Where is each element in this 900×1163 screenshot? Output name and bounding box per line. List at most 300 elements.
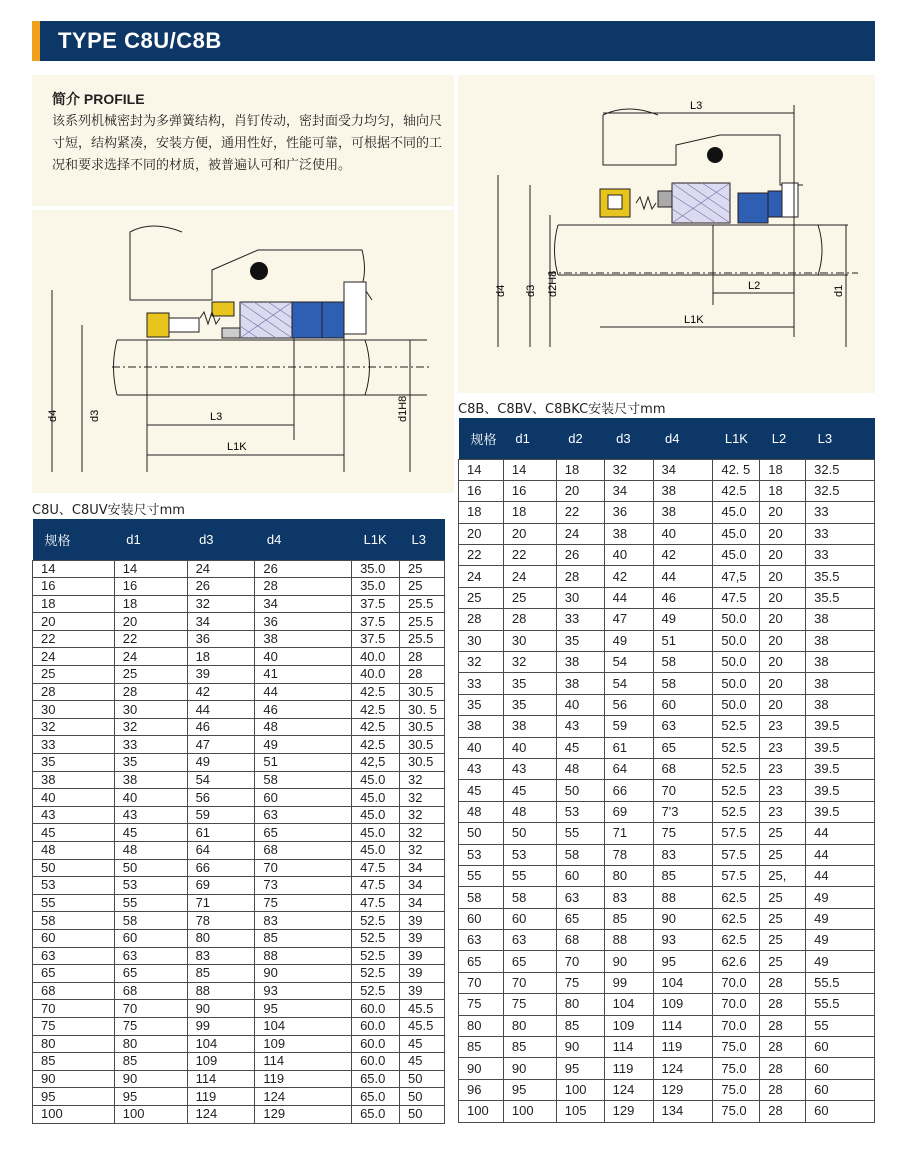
table-row: [33, 666, 445, 684]
table-cell: 25: [760, 823, 806, 844]
table-cell: 65: [114, 965, 187, 983]
table-cell: 32: [459, 652, 504, 673]
table-cell: 32: [604, 459, 653, 480]
table-cell: 37.5: [352, 595, 400, 613]
table-cell: 85: [653, 865, 713, 886]
table-cell: 39.5: [806, 801, 875, 822]
table-cell: 83: [255, 912, 352, 930]
table-cell: 35: [503, 673, 556, 694]
table-cell: 52.5: [352, 947, 400, 965]
table-cell: 39: [400, 965, 445, 983]
table-cell: 65: [556, 908, 604, 929]
table-cell: 65.0: [352, 1088, 400, 1106]
table-cell: 50: [33, 859, 115, 877]
table-row: [33, 578, 445, 596]
table-cell: 25: [503, 587, 556, 608]
table-cell: 42.5: [352, 718, 400, 736]
table-cell: 119: [653, 1037, 713, 1058]
table-cell: 38: [556, 673, 604, 694]
table-cell: 114: [255, 1053, 352, 1071]
table-row: [459, 823, 875, 844]
table-cell: 28: [760, 1015, 806, 1036]
table-cell: 70: [653, 780, 713, 801]
c8u-l1k-label: L1K: [227, 441, 247, 453]
table-cell: 45.0: [352, 842, 400, 860]
table-cell: 80: [187, 929, 255, 947]
column-header: d1: [114, 519, 187, 560]
table-row: [459, 930, 875, 951]
table-cell: 68: [255, 842, 352, 860]
table-row: [459, 716, 875, 737]
table-cell: 20: [760, 523, 806, 544]
table-cell: 50.0: [713, 694, 760, 715]
table-cell: 44: [806, 823, 875, 844]
table-cell: 38: [653, 502, 713, 523]
table-cell: 90: [114, 1070, 187, 1088]
table-cell: 47.5: [352, 859, 400, 877]
table-row: [459, 630, 875, 651]
table-cell: 55: [114, 894, 187, 912]
table-cell: 45.0: [713, 545, 760, 566]
table-cell: 28: [760, 994, 806, 1015]
table-cell: 30.5: [400, 683, 445, 701]
table-row: [33, 806, 445, 824]
table-cell: 36: [187, 630, 255, 648]
table-cell: 70.0: [713, 1015, 760, 1036]
table-cell: 20: [760, 545, 806, 566]
table-cell: 62.6: [713, 951, 760, 972]
table-cell: 63: [114, 947, 187, 965]
table-cell: 50.0: [713, 609, 760, 630]
table-cell: 55: [806, 1015, 875, 1036]
table-cell: 24: [114, 648, 187, 666]
table-cell: 75: [114, 1017, 187, 1035]
table-cell: 33: [806, 502, 875, 523]
table-cell: 75.0: [713, 1101, 760, 1122]
table-cell: 28: [459, 609, 504, 630]
table-cell: 42.5: [352, 683, 400, 701]
table-cell: 60: [114, 929, 187, 947]
table-cell: 45.5: [400, 1017, 445, 1035]
table-cell: 88: [604, 930, 653, 951]
table-cell: 53: [33, 877, 115, 895]
table-cell: 63: [33, 947, 115, 965]
table-cell: 28: [503, 609, 556, 630]
table-row: [33, 613, 445, 631]
table-row: [459, 1058, 875, 1079]
table-cell: 52.5: [352, 982, 400, 1000]
table-cell: 33: [33, 736, 115, 754]
table-cell: 65: [33, 965, 115, 983]
table-cell: 124: [604, 1079, 653, 1100]
table-cell: 28: [760, 1079, 806, 1100]
table-cell: 75: [556, 972, 604, 993]
table-cell: 60: [33, 929, 115, 947]
table-cell: 45.0: [713, 523, 760, 544]
table-cell: 22: [503, 545, 556, 566]
c8b-drawing: [458, 75, 875, 393]
column-header: d1: [503, 418, 556, 459]
table-cell: 48: [255, 718, 352, 736]
table-cell: 104: [653, 972, 713, 993]
table-cell: 30.5: [400, 754, 445, 772]
table-cell: 49: [806, 930, 875, 951]
table-cell: 14: [114, 560, 187, 578]
table-cell: 42.5: [352, 736, 400, 754]
table-cell: 63: [653, 716, 713, 737]
table-cell: 48: [33, 842, 115, 860]
table-cell: 44: [604, 587, 653, 608]
table-cell: 50: [400, 1070, 445, 1088]
table-cell: 38: [806, 652, 875, 673]
c8b-d3-label: d3: [525, 284, 537, 297]
column-header: d4: [653, 418, 713, 459]
table-cell: 14: [503, 459, 556, 480]
table-cell: 39: [400, 912, 445, 930]
table-cell: 49: [806, 951, 875, 972]
table-cell: 32: [114, 718, 187, 736]
table-cell: 80: [33, 1035, 115, 1053]
table-cell: 39: [400, 947, 445, 965]
c8b-table-body: [459, 459, 875, 1122]
table-cell: 47: [187, 736, 255, 754]
table-row: [33, 1035, 445, 1053]
c8u-d3-label: d3: [89, 409, 101, 422]
table-cell: 30: [33, 701, 115, 719]
table-cell: 35: [503, 694, 556, 715]
table-cell: 14: [33, 560, 115, 578]
table-cell: 22: [459, 545, 504, 566]
table-cell: 45: [114, 824, 187, 842]
table-cell: 35: [114, 754, 187, 772]
table-cell: 95: [503, 1079, 556, 1100]
table-cell: 58: [503, 887, 556, 908]
table-cell: 109: [604, 1015, 653, 1036]
table-cell: 38: [653, 480, 713, 501]
table-row: [459, 972, 875, 993]
table-row: [33, 595, 445, 613]
table-cell: 38: [459, 716, 504, 737]
table-cell: 85: [33, 1053, 115, 1071]
table-cell: 53: [459, 844, 504, 865]
table-cell: 64: [604, 758, 653, 779]
table-cell: 30: [503, 630, 556, 651]
table-row: [33, 1088, 445, 1106]
table-cell: 40: [556, 694, 604, 715]
table-row: [459, 1015, 875, 1036]
table-cell: 109: [187, 1053, 255, 1071]
table-cell: 47.5: [713, 587, 760, 608]
table-cell: 57.5: [713, 823, 760, 844]
table-cell: 85: [556, 1015, 604, 1036]
c8b-table: [458, 418, 875, 1123]
table-cell: 20: [760, 609, 806, 630]
table-cell: 18: [556, 459, 604, 480]
table-cell: 38: [556, 652, 604, 673]
table-cell: 38: [503, 716, 556, 737]
table-row: [459, 780, 875, 801]
table-cell: 33: [806, 523, 875, 544]
table-cell: 59: [187, 806, 255, 824]
table-cell: 80: [503, 1015, 556, 1036]
column-header: d3: [187, 519, 255, 560]
table-cell: 20: [760, 587, 806, 608]
table-cell: 75: [653, 823, 713, 844]
table-cell: 35: [459, 694, 504, 715]
table-cell: 55: [556, 823, 604, 844]
table-cell: 105: [556, 1101, 604, 1122]
table-cell: 16: [459, 480, 504, 501]
table-cell: 35: [33, 754, 115, 772]
table-row: [33, 1017, 445, 1035]
table-cell: 52.5: [352, 912, 400, 930]
table-row: [459, 758, 875, 779]
table-cell: 45: [556, 737, 604, 758]
table-cell: 55.5: [806, 972, 875, 993]
table-cell: 65: [503, 951, 556, 972]
table-cell: 114: [653, 1015, 713, 1036]
table-cell: 90: [503, 1058, 556, 1079]
table-cell: 50.0: [713, 652, 760, 673]
title-banner: [32, 21, 875, 61]
table-cell: 70: [556, 951, 604, 972]
table-cell: 90: [255, 965, 352, 983]
table-cell: 63: [556, 887, 604, 908]
table-cell: 34: [400, 859, 445, 877]
table-cell: 46: [255, 701, 352, 719]
table-cell: 54: [604, 652, 653, 673]
table-cell: 38: [604, 523, 653, 544]
table-cell: 55: [503, 865, 556, 886]
table-cell: 35.0: [352, 578, 400, 596]
table-cell: 28: [556, 566, 604, 587]
table-cell: 70: [255, 859, 352, 877]
table-cell: 57.5: [713, 844, 760, 865]
table-cell: 28: [114, 683, 187, 701]
table-cell: 28: [400, 666, 445, 684]
table-cell: 52.5: [713, 716, 760, 737]
table-cell: 32: [400, 842, 445, 860]
table-cell: 93: [255, 982, 352, 1000]
table-cell: 25: [33, 666, 115, 684]
table-row: [33, 736, 445, 754]
table-cell: 63: [503, 930, 556, 951]
table-cell: 18: [33, 595, 115, 613]
table-cell: 104: [255, 1017, 352, 1035]
table-cell: 24: [556, 523, 604, 544]
table-cell: 28: [760, 1037, 806, 1058]
table-cell: 134: [653, 1101, 713, 1122]
table-cell: 20: [760, 566, 806, 587]
table-cell: 68: [556, 930, 604, 951]
table-cell: 109: [653, 994, 713, 1015]
table-row: [459, 737, 875, 758]
table-cell: 7'3: [653, 801, 713, 822]
c8b-d2h8-label: d2H8: [547, 270, 559, 297]
table-cell: 43: [33, 806, 115, 824]
table-cell: 50: [556, 780, 604, 801]
table-cell: 32: [187, 595, 255, 613]
table-cell: 34: [400, 894, 445, 912]
table-cell: 119: [604, 1058, 653, 1079]
c8u-d1h8-label: d1H8: [397, 395, 409, 422]
table-cell: 70: [33, 1000, 115, 1018]
table-cell: 50: [400, 1088, 445, 1106]
table-cell: 40.0: [352, 648, 400, 666]
table-cell: 100: [33, 1105, 115, 1123]
table-cell: 66: [604, 780, 653, 801]
table-row: [459, 502, 875, 523]
table-cell: 66: [187, 859, 255, 877]
profile-text: 该系列机械密封为多弹簧结构，肖钉传动，密封面受力均匀，轴向尺寸短，结构紧凑，安装方便，通用性好，性能可靠，可根据不同的工况和要求选择不同的材质，被普遍认可和广泛使用。: [52, 114, 443, 173]
table-cell: 62.5: [713, 887, 760, 908]
table-cell: 51: [653, 630, 713, 651]
table-row: [33, 683, 445, 701]
table-cell: 35.0: [352, 560, 400, 578]
table-cell: 61: [604, 737, 653, 758]
table-cell: 36: [604, 502, 653, 523]
table-cell: 16: [114, 578, 187, 596]
table-cell: 42: [604, 566, 653, 587]
table-cell: 59: [604, 716, 653, 737]
table-cell: 25.5: [400, 613, 445, 631]
table-cell: 60: [806, 1079, 875, 1100]
table-cell: 38: [33, 771, 115, 789]
table-cell: 49: [806, 887, 875, 908]
table-cell: 71: [604, 823, 653, 844]
table-cell: 20: [760, 630, 806, 651]
table-cell: 65: [653, 737, 713, 758]
table-cell: 52.5: [352, 929, 400, 947]
table-cell: 25: [760, 930, 806, 951]
c8b-table-caption: C8B、C8BV、C8BKC安装尺寸mm: [458, 402, 666, 417]
table-cell: 20: [33, 613, 115, 631]
table-cell: 68: [653, 758, 713, 779]
table-cell: 45: [400, 1035, 445, 1053]
table-cell: 24: [503, 566, 556, 587]
table-cell: 71: [187, 894, 255, 912]
table-cell: 93: [653, 930, 713, 951]
table-cell: 48: [459, 801, 504, 822]
table-row: [33, 824, 445, 842]
table-cell: 62.5: [713, 908, 760, 929]
table-cell: 42: [653, 545, 713, 566]
table-cell: 20: [760, 502, 806, 523]
table-cell: 80: [114, 1035, 187, 1053]
table-cell: 45: [400, 1053, 445, 1071]
table-cell: 70.0: [713, 994, 760, 1015]
table-cell: 83: [604, 887, 653, 908]
table-cell: 22: [33, 630, 115, 648]
table-row: [33, 842, 445, 860]
table-cell: 49: [806, 908, 875, 929]
table-cell: 20: [503, 523, 556, 544]
table-cell: 39.5: [806, 737, 875, 758]
table-cell: 64: [187, 842, 255, 860]
table-cell: 80: [459, 1015, 504, 1036]
table-cell: 85: [187, 965, 255, 983]
column-header: d4: [255, 519, 352, 560]
table-cell: 96: [459, 1079, 504, 1100]
table-cell: 68: [33, 982, 115, 1000]
table-cell: 58: [33, 912, 115, 930]
c8b-header-row: [459, 418, 875, 459]
table-cell: 28: [33, 683, 115, 701]
table-row: [459, 865, 875, 886]
table-cell: 45.0: [352, 789, 400, 807]
table-row: [459, 951, 875, 972]
table-cell: 50: [400, 1105, 445, 1123]
table-cell: 75: [503, 994, 556, 1015]
table-cell: 26: [556, 545, 604, 566]
table-cell: 60.0: [352, 1035, 400, 1053]
c8u-drawing: [32, 210, 454, 493]
c8u-header-row: [33, 519, 445, 560]
table-cell: 80: [556, 994, 604, 1015]
table-cell: 50.0: [713, 630, 760, 651]
table-cell: 60.0: [352, 1053, 400, 1071]
column-header: L2: [760, 418, 806, 459]
table-cell: 60.0: [352, 1017, 400, 1035]
table-cell: 65: [459, 951, 504, 972]
table-cell: 39.5: [806, 716, 875, 737]
table-row: [459, 801, 875, 822]
table-row: [459, 1037, 875, 1058]
table-cell: 18: [459, 502, 504, 523]
table-cell: 41: [255, 666, 352, 684]
table-cell: 70: [114, 1000, 187, 1018]
table-cell: 58: [459, 887, 504, 908]
table-cell: 40: [255, 648, 352, 666]
table-cell: 32: [33, 718, 115, 736]
table-cell: 88: [187, 982, 255, 1000]
table-row: [33, 754, 445, 772]
table-row: [459, 609, 875, 630]
table-cell: 16: [33, 578, 115, 596]
table-row: [33, 965, 445, 983]
table-cell: 85: [503, 1037, 556, 1058]
table-row: [33, 877, 445, 895]
table-cell: 88: [255, 947, 352, 965]
table-cell: 20: [760, 673, 806, 694]
table-cell: 53: [114, 877, 187, 895]
table-cell: 78: [187, 912, 255, 930]
table-cell: 56: [604, 694, 653, 715]
table-cell: 25: [114, 666, 187, 684]
table-cell: 70: [503, 972, 556, 993]
table-cell: 54: [187, 771, 255, 789]
table-row: [33, 982, 445, 1000]
table-cell: 42.5: [352, 701, 400, 719]
column-header: d3: [604, 418, 653, 459]
table-cell: 22: [556, 502, 604, 523]
table-cell: 124: [187, 1105, 255, 1123]
table-cell: 129: [255, 1105, 352, 1123]
table-cell: 47: [604, 609, 653, 630]
table-cell: 24: [459, 566, 504, 587]
table-cell: 60: [503, 908, 556, 929]
table-cell: 26: [255, 560, 352, 578]
c8u-table-body: [33, 560, 445, 1123]
table-cell: 85: [459, 1037, 504, 1058]
page-title: TYPE C8U/C8B: [58, 28, 222, 53]
table-cell: 45.5: [400, 1000, 445, 1018]
table-cell: 44: [806, 865, 875, 886]
table-cell: 70: [459, 972, 504, 993]
table-cell: 60: [806, 1101, 875, 1122]
table-cell: 49: [604, 630, 653, 651]
table-cell: 55: [459, 865, 504, 886]
